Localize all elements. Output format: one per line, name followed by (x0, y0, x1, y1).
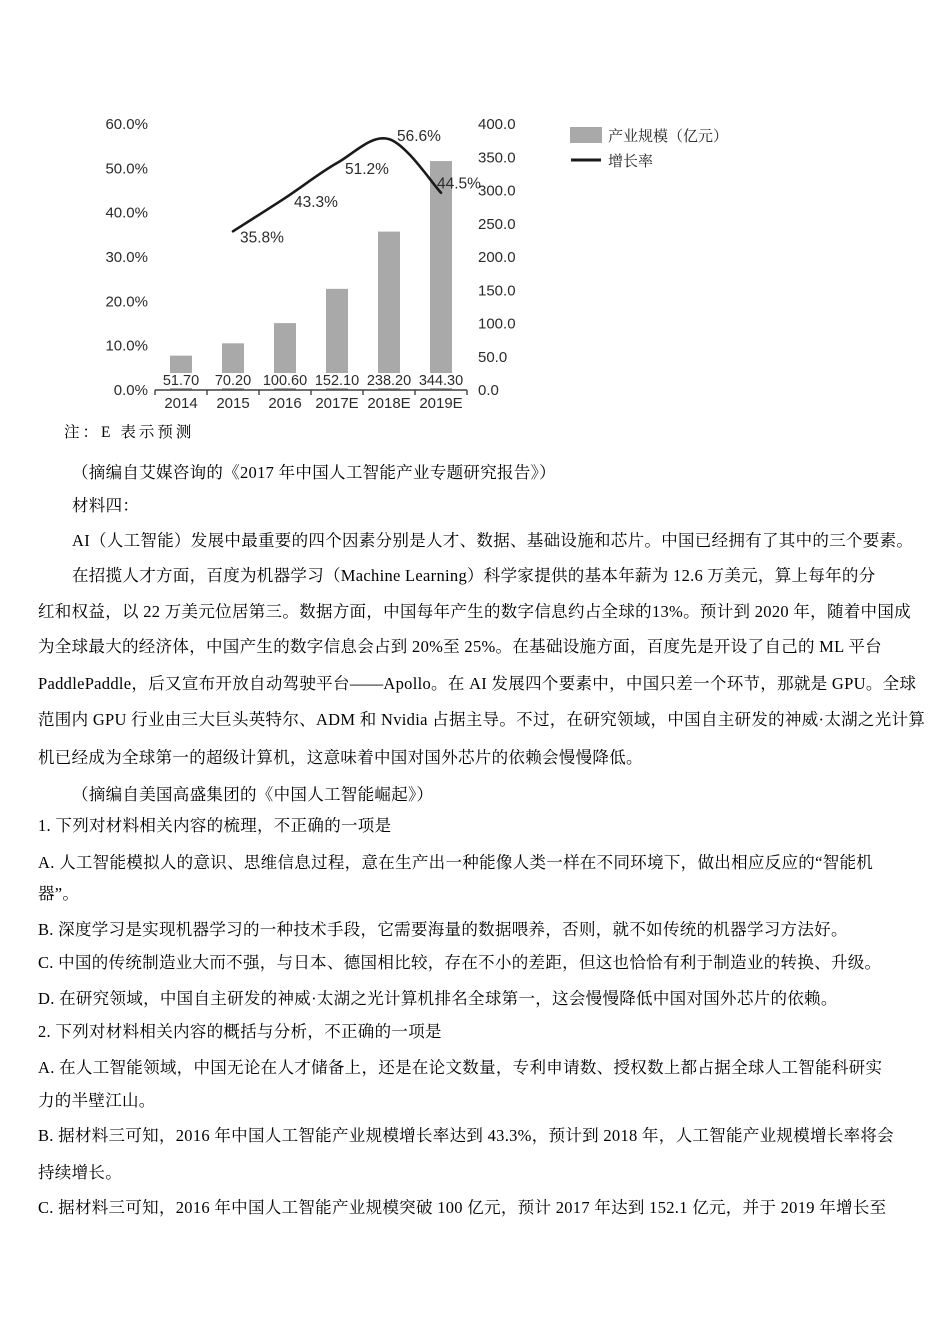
left-axis-tick-label: 30.0% (105, 249, 148, 266)
x-axis-category-label: 2014 (164, 395, 198, 412)
left-axis-tick-label: 50.0% (105, 160, 148, 178)
chart-note: 注：E 表示预测 (64, 424, 195, 441)
industry-scale-growth-chart (0, 90, 950, 440)
x-axis-category-label: 2019E (419, 395, 463, 412)
bar-value-label: 344.30 (418, 373, 464, 389)
question-2: 2. 下列对材料相关内容的概括与分析，不正确的一项是 (38, 1022, 442, 1041)
question-2-option-b: B. 据材料三可知，2016 年中国人工智能产业规模增长率达到 43.3%，预计到 2018 年，人工智能产业规模增长率将会 (38, 1126, 894, 1145)
x-axis-category-label: 2018E (367, 395, 411, 412)
text-line: 在招揽人才方面，百度为机器学习（Machine Learning）科学家提供的基本年薪为 12.6 万美元，算上每年的分 (72, 566, 876, 585)
text-line: 机已经成为全球第一的超级计算机，这意味着中国对国外芯片的依赖会慢慢降低。 (38, 748, 643, 767)
text-line: AI（人工智能）发展中最重要的四个因素分别是人才、数据、基础设施和芯片。中国已经拥有了其中的三个要素。 (72, 531, 914, 550)
growth-rate-point-label: 56.6% (397, 128, 441, 146)
left-axis-tick-label: 60.0% (105, 116, 148, 133)
growth-rate-point-label: 51.2% (345, 161, 389, 179)
bar-value-label: 152.10 (314, 373, 360, 389)
bar-value-label: 51.70 (162, 373, 200, 389)
right-axis-tick-label: 200.0 (478, 249, 516, 266)
growth-rate-line (233, 138, 441, 231)
right-axis-tick-label: 150.0 (478, 282, 516, 300)
source-line-goldman: （摘编自美国高盛集团的《中国人工智能崛起》） (72, 785, 434, 804)
bar-value-label: 238.20 (366, 373, 412, 389)
x-axis-category-label: 2017E (315, 395, 359, 412)
text-line: PaddlePaddle，后又宣布开放自动驾驶平台——Apollo。在 AI 发展四个要素中，中国只差一个环节，那就是 GPU。全球 (38, 674, 917, 693)
material-four-heading: 材料四： (72, 496, 140, 515)
bar-2019E (430, 161, 452, 390)
question-1-option-c: C. 中国的传统制造业大而不强，与日本、德国相比较，存在不小的差距，但这也恰恰有利于制造业的转换、升级。 (38, 953, 882, 972)
right-axis-tick-label: 350.0 (478, 149, 516, 167)
legend-bar-label: 产业规模（亿元） (608, 129, 729, 145)
text-line: 为全球最大的经济体，中国产生的数字信息会占到 20%至 25%。在基础设施方面，百度先是开设了自己的 ML 平台 (38, 637, 882, 656)
growth-rate-point-label: 43.3% (294, 194, 338, 212)
question-1-option-b: B. 深度学习是实现机器学习的一种技术手段，它需要海量的数据喂养，否则，就不如传统的机器学习方法好。 (38, 920, 848, 939)
right-axis-tick-label: 400.0 (478, 116, 516, 133)
text-line: 范围内 GPU 行业由三大巨头英特尔、ADM 和 Nvidia 占据主导。不过，在研究领域，中国自主研发的神威·太湖之光计算 (38, 710, 926, 729)
question-2-option-b-cont: 持续增长。 (38, 1163, 122, 1182)
left-axis-tick-label: 10.0% (105, 337, 148, 355)
question-1: 1. 下列对材料相关内容的梳理，不正确的一项是 (38, 816, 392, 835)
x-axis-category-label: 2016 (268, 395, 302, 412)
right-axis-tick-label: 100.0 (478, 315, 516, 333)
question-1-option-a-cont: 器”。 (38, 884, 80, 903)
bar-value-label: 70.20 (214, 373, 252, 389)
left-axis-tick-label: 0.0% (113, 382, 148, 399)
source-line-aimedia: （摘编自艾媒咨询的《2017 年中国人工智能产业专题研究报告》） (72, 463, 556, 482)
question-1-option-d: D. 在研究领域，中国自主研发的神威·太湖之光计算机排名全球第一，这会慢慢降低中国对国外芯片的依赖。 (38, 989, 838, 1008)
growth-rate-point-label: 44.5% (437, 175, 481, 193)
growth-rate-point-label: 35.8% (240, 229, 284, 247)
x-axis-category-label: 2015 (216, 395, 250, 412)
legend-bar-swatch (570, 127, 602, 143)
left-axis-tick-label: 40.0% (105, 204, 148, 222)
legend-line-label: 增长率 (608, 154, 654, 170)
question-2-option-a: A. 在人工智能领域，中国无论在人才储备上，还是在论文数量，专利申请数、授权数上都占据全球人工智能科研实 (38, 1058, 883, 1077)
chart-canvas (0, 90, 950, 440)
bar-2018E (378, 232, 400, 390)
text-line: 红和权益，以 22 万美元位居第三。数据方面，中国每年产生的数字信息约占全球的13%。预计到 2020 年，随着中国成 (38, 602, 911, 621)
right-axis-tick-label: 250.0 (478, 215, 516, 233)
right-axis-tick-label: 300.0 (478, 182, 516, 200)
right-axis-tick-label: 0.0 (478, 382, 499, 399)
bar-value-label: 100.60 (262, 373, 308, 389)
question-1-option-a: A. 人工智能模拟人的意识、思维信息过程，意在生产出一种能像人类一样在不同环境下，做出相应反应的“智能机 (38, 853, 874, 872)
question-2-option-a-cont: 力的半壁江山。 (38, 1091, 156, 1110)
left-axis-tick-label: 20.0% (105, 293, 148, 311)
question-2-option-c: C. 据材料三可知，2016 年中国人工智能产业规模突破 100 亿元，预计 2017 年达到 152.1 亿元，并于 2019 年增长至 (38, 1198, 887, 1217)
right-axis-tick-label: 50.0 (478, 348, 508, 366)
